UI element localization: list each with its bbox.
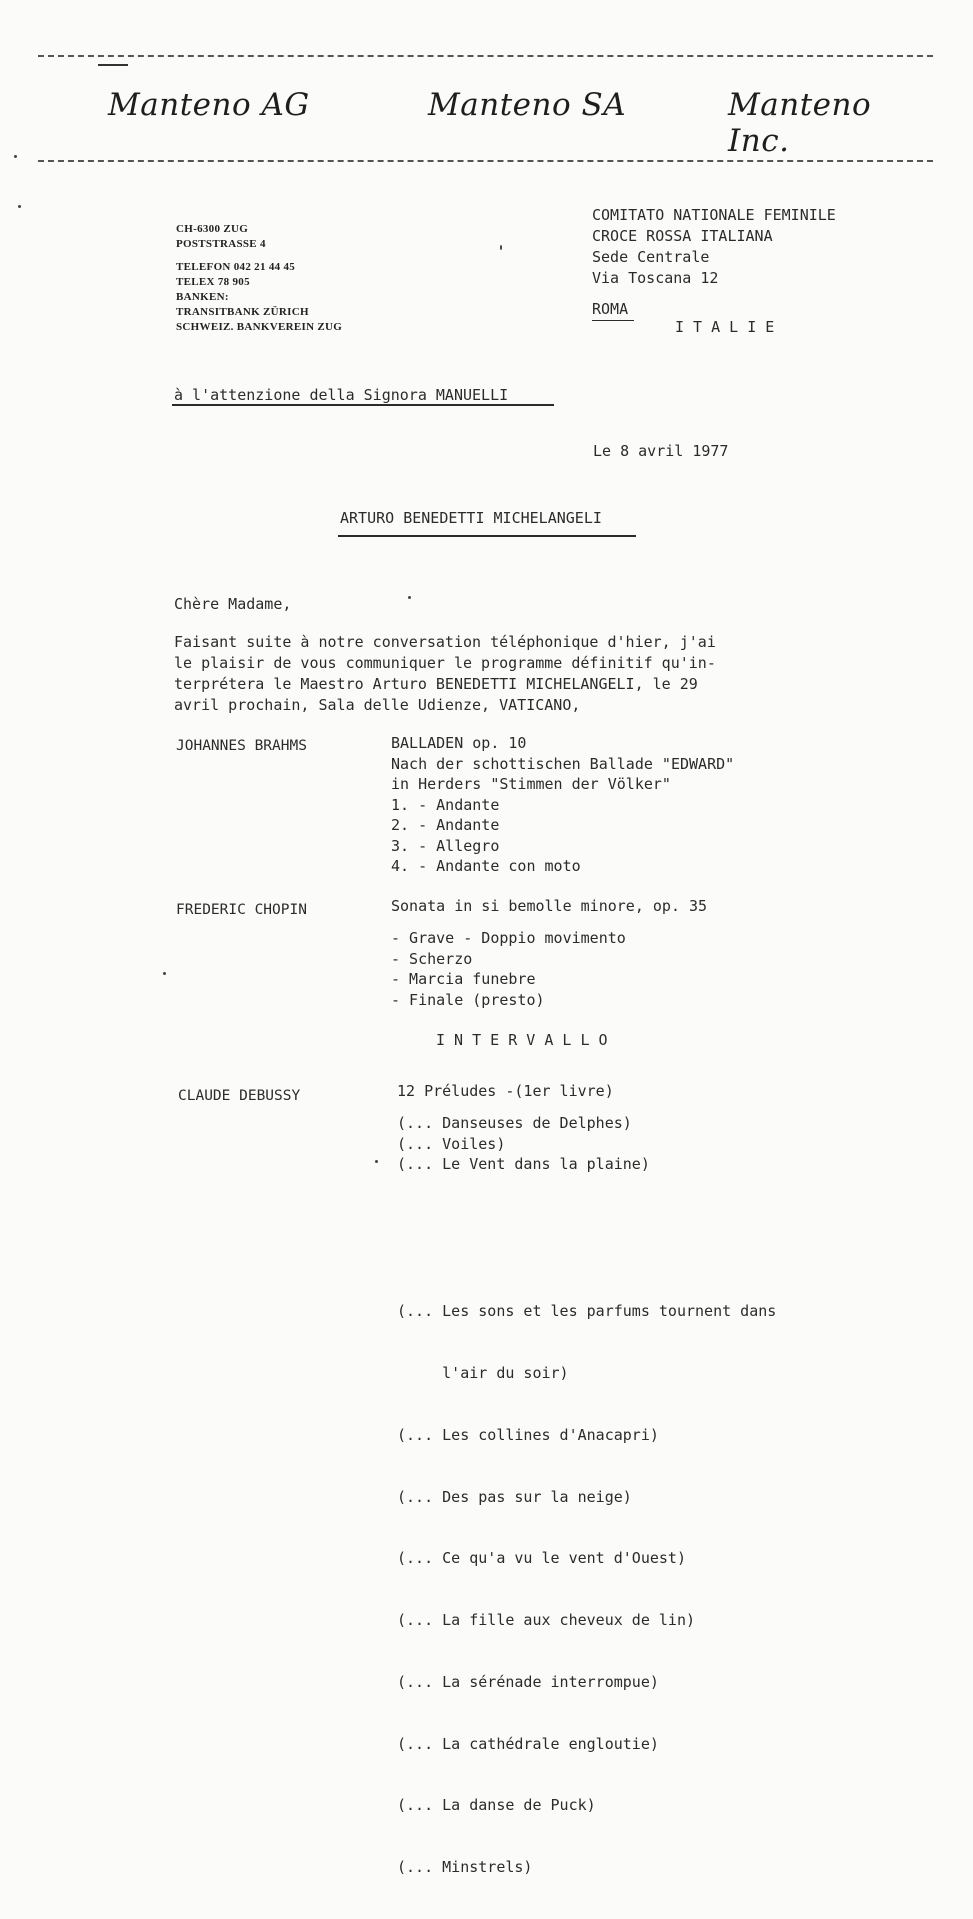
letterhead-band <box>38 55 933 162</box>
program-line: in Herders "Stimmen der Völker" <box>391 775 671 793</box>
brand-manteno-sa: Manteno SA <box>428 87 627 123</box>
sender-line: TELEX 78 905 <box>176 276 250 288</box>
body-line: avril prochain, Sala delle Udienze, VATICANO, <box>174 696 581 714</box>
program-line: 1. - Andante <box>391 795 500 814</box>
prelude-line: (... Voiles) <box>397 1134 506 1153</box>
chopin-movements <box>391 928 626 1010</box>
debussy-group-1 <box>397 1113 650 1175</box>
program-line: - Finale (presto) <box>391 990 545 1009</box>
recipient-address <box>592 205 836 289</box>
sender-line: BANKEN: <box>176 291 229 303</box>
prelude-line: (... Ce qu'a vu le vent d'Ouest) <box>397 1549 686 1568</box>
subject-underline <box>338 535 636 537</box>
subject-line: ARTURO BENEDETTI MICHELANGELI <box>340 509 602 527</box>
composer-chopin: FREDERIC CHOPIN <box>176 902 307 918</box>
prelude-line: (... La cathédrale engloutie) <box>397 1734 659 1753</box>
prelude-line: (... La sérénade interrompue) <box>397 1672 659 1691</box>
program-line: 3. - Allegro <box>391 836 500 855</box>
program-line: - Scherzo <box>391 949 473 968</box>
composer-debussy: CLAUDE DEBUSSY <box>178 1088 301 1104</box>
brahms-program <box>391 733 734 877</box>
program-line: 4. - Andante con moto <box>391 857 581 875</box>
prelude-line: (... Les sons et les parfums tournent dans <box>397 1302 777 1321</box>
body-paragraph <box>174 632 716 716</box>
prelude-line: l'air du soir) <box>397 1363 569 1382</box>
prelude-line: (... La fille aux cheveux de lin) <box>397 1611 696 1630</box>
city-underline <box>592 320 634 321</box>
letter-date: Le 8 avril 1977 <box>593 442 729 460</box>
attention-line: à l'attenzione della Signora MANUELLI <box>174 386 509 404</box>
speck <box>18 205 21 208</box>
brand-manteno-ag: Manteno AG <box>108 87 310 123</box>
speck <box>375 1160 378 1163</box>
speck <box>14 155 17 158</box>
recipient-line: Via Toscana 12 <box>592 269 719 287</box>
body-line: le plaisir de vous communiquer le programme définitif qu'in- <box>174 654 716 672</box>
sender-line: SCHWEIZ. BANKVEREIN ZUG <box>176 321 343 333</box>
prelude-line: (... La danse de Puck) <box>397 1796 596 1815</box>
sender-address <box>176 222 342 335</box>
sender-line: CH-6300 ZUG <box>176 223 249 235</box>
recipient-line: CROCE ROSSA ITALIANA <box>592 227 773 245</box>
prelude-line: (... Le Vent dans la plaine) <box>397 1155 650 1173</box>
program-line: 2. - Andante <box>391 816 500 834</box>
body-line: Faisant suite à notre conversation téléphonique d'hier, j'ai <box>174 633 716 651</box>
prelude-line: (... Les collines d'Anacapri) <box>397 1425 659 1444</box>
debussy-title: 12 Préludes -(1er livre) <box>397 1082 614 1100</box>
program-line: Nach der schottischen Ballade "EDWARD" <box>391 754 735 773</box>
attention-underline <box>172 404 554 406</box>
speck <box>500 245 502 250</box>
composer-brahms: JOHANNES BRAHMS <box>176 738 307 754</box>
speck <box>408 596 411 599</box>
program-line: - Grave - Doppio movimento <box>391 929 626 947</box>
debussy-group-2 <box>397 1260 776 1919</box>
prelude-line: (... Danseuses de Delphes) <box>397 1114 632 1132</box>
speck <box>163 972 166 975</box>
sender-line: TRANSITBANK ZÜRICH <box>176 306 309 318</box>
program-line: BALLADEN op. 10 <box>391 734 527 752</box>
brand-manteno-inc: Manteno Inc. <box>728 87 872 159</box>
sender-line: POSTSTRASSE 4 <box>176 238 266 250</box>
body-line: terprétera le Maestro Arturo BENEDETTI MICHELANGELI, le 29 <box>174 675 698 693</box>
salutation: Chère Madame, <box>174 595 292 613</box>
intermission: I N T E R V A L L O <box>436 1031 608 1049</box>
chopin-title: Sonata in si bemolle minore, op. 35 <box>391 897 708 915</box>
recipient-line: COMITATO NATIONALE FEMINILE <box>592 206 836 224</box>
program-line: - Marcia funebre <box>391 970 536 988</box>
recipient-city: ROMA <box>592 300 629 318</box>
recipient-line: Sede Centrale <box>592 248 710 266</box>
prelude-line: (... Des pas sur la neige) <box>397 1487 632 1506</box>
recipient-country: I T A L I E <box>675 318 775 336</box>
prelude-line: (... Minstrels) <box>397 1858 533 1877</box>
sender-line: TELEFON 042 21 44 45 <box>176 261 296 273</box>
